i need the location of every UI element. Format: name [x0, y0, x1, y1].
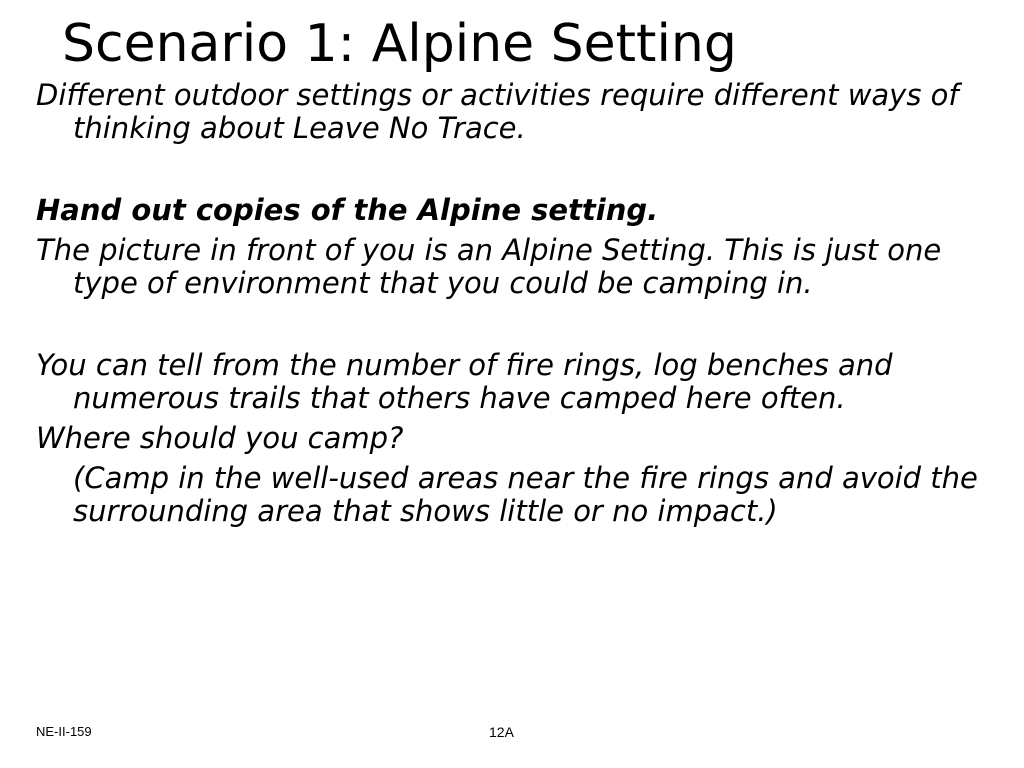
setting-description-paragraph: The picture in front of you is an Alpine Setting. This is just one type of environment that you could be camping in.	[36, 233, 942, 300]
evidence-paragraph: You can tell from the number of fire rings, log benches and numerous trails that others have camped here often.	[36, 348, 893, 415]
intro-paragraph: Different outdoor settings or activities require different ways of thinking about Leave No Trace.	[36, 78, 959, 145]
footer-code: NE-II-159	[36, 724, 92, 739]
slide-title: Scenario 1: Alpine Setting	[62, 14, 737, 74]
question-paragraph: Where should you camp?	[36, 421, 404, 455]
slide-body	[36, 79, 996, 528]
answer-paragraph: (Camp in the well-used areas near the fire rings and avoid the surrounding area that shows little or no impact.)	[73, 461, 978, 528]
page-number: 12A	[489, 724, 514, 740]
handout-instruction: Hand out copies of the Alpine setting.	[36, 193, 659, 227]
